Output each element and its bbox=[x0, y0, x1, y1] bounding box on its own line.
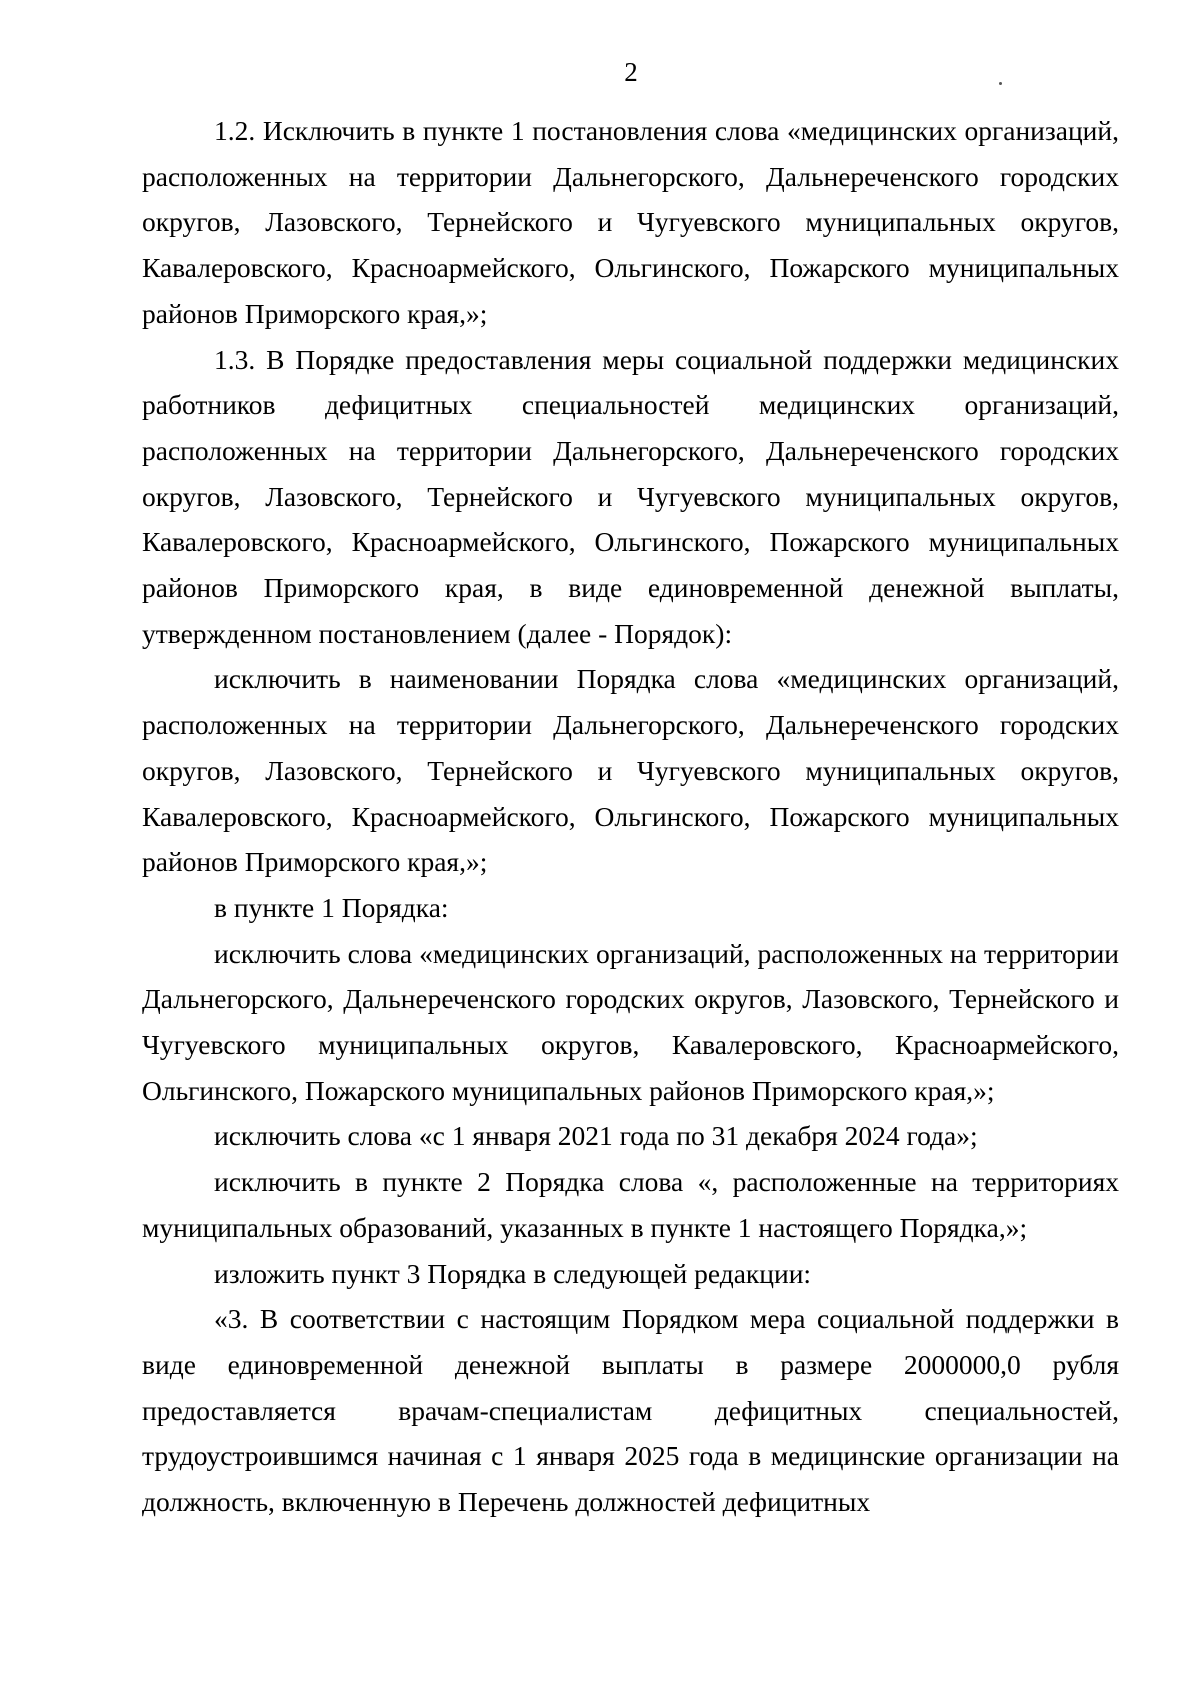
paragraph-1-2: 1.2. Исключить в пункте 1 постановления слова «медицинских организаций, расположенных на территории Дальнегорского, Дальнереченского городских округов, Лазовского, Тернейского и Чугуевского муниципальных округов, Кавалеровского, Красноармейского, Ольгинского, Пожарского муниципальных районов Приморского края,»; bbox=[142, 115, 1119, 329]
paragraph-point-3-text: «3. В соответствии с настоящим Порядком мера социальной поддержки в виде единовременной денежной выплаты в размере 2000000,0 рубля предоставляется врачам-специалистам дефицитных специальностей, трудоустроившимся начиная с 1 января 2025 года в медицинские организации на должность, включенную в Перечень должностей дефицитных bbox=[142, 1303, 1119, 1518]
paragraph-exclude-words-orgs: исключить слова «медицинских организаций, расположенных на территории Дальнегорского, Дальнереченского городских округов, Лазовского, Тернейского и Чугуевского муниципальных округов, Кавалеровского, Красноармейского, Ольгинского, Пожарского муниципальных районов Приморского края,»; bbox=[142, 937, 1119, 1106]
paragraph-exclude-title: исключить в наименовании Порядка слова «медицинских организаций, расположенных на территории Дальнегорского, Дальнереченского городских округов, Лазовского, Тернейского и Чугуевского муниципальных округов, Кавалеровского, Красноармейского, Ольгинского, Пожарского муниципальных районов Приморского края,»; bbox=[142, 663, 1119, 878]
paragraph-1-3: 1.3. В Порядке предоставления меры социальной поддержки медицинских работников дефицитных специальностей медицинских организаций, расположенных на территории Дальнегорского, Дальнереченского городских округов, Лазовского, Тернейского и Чугуевского муниципальных округов, Кавалеровского, Красноармейского, Ольгинского, Пожарского муниципальных районов Приморского края, в виде единовременной денежной выплаты, утвержденном постановлением (далее - Порядок): bbox=[142, 343, 1119, 649]
paragraph-restate-point-3: изложить пункт 3 Порядка в следующей редакции: bbox=[214, 1257, 812, 1289]
page-number: 2 bbox=[624, 57, 638, 87]
document-body bbox=[142, 108, 1119, 1525]
paragraph-point-1-intro: в пункте 1 Порядка: bbox=[214, 891, 449, 923]
paragraph-exclude-point-2: исключить в пункте 2 Порядка слова «, расположенные на территориях муниципальных образований, указанных в пункте 1 настоящего Порядка,»; bbox=[142, 1166, 1119, 1243]
paragraph-exclude-dates: исключить слова «с 1 января 2021 года по 31 декабря 2024 года»; bbox=[214, 1120, 978, 1152]
scan-speck bbox=[999, 82, 1002, 85]
